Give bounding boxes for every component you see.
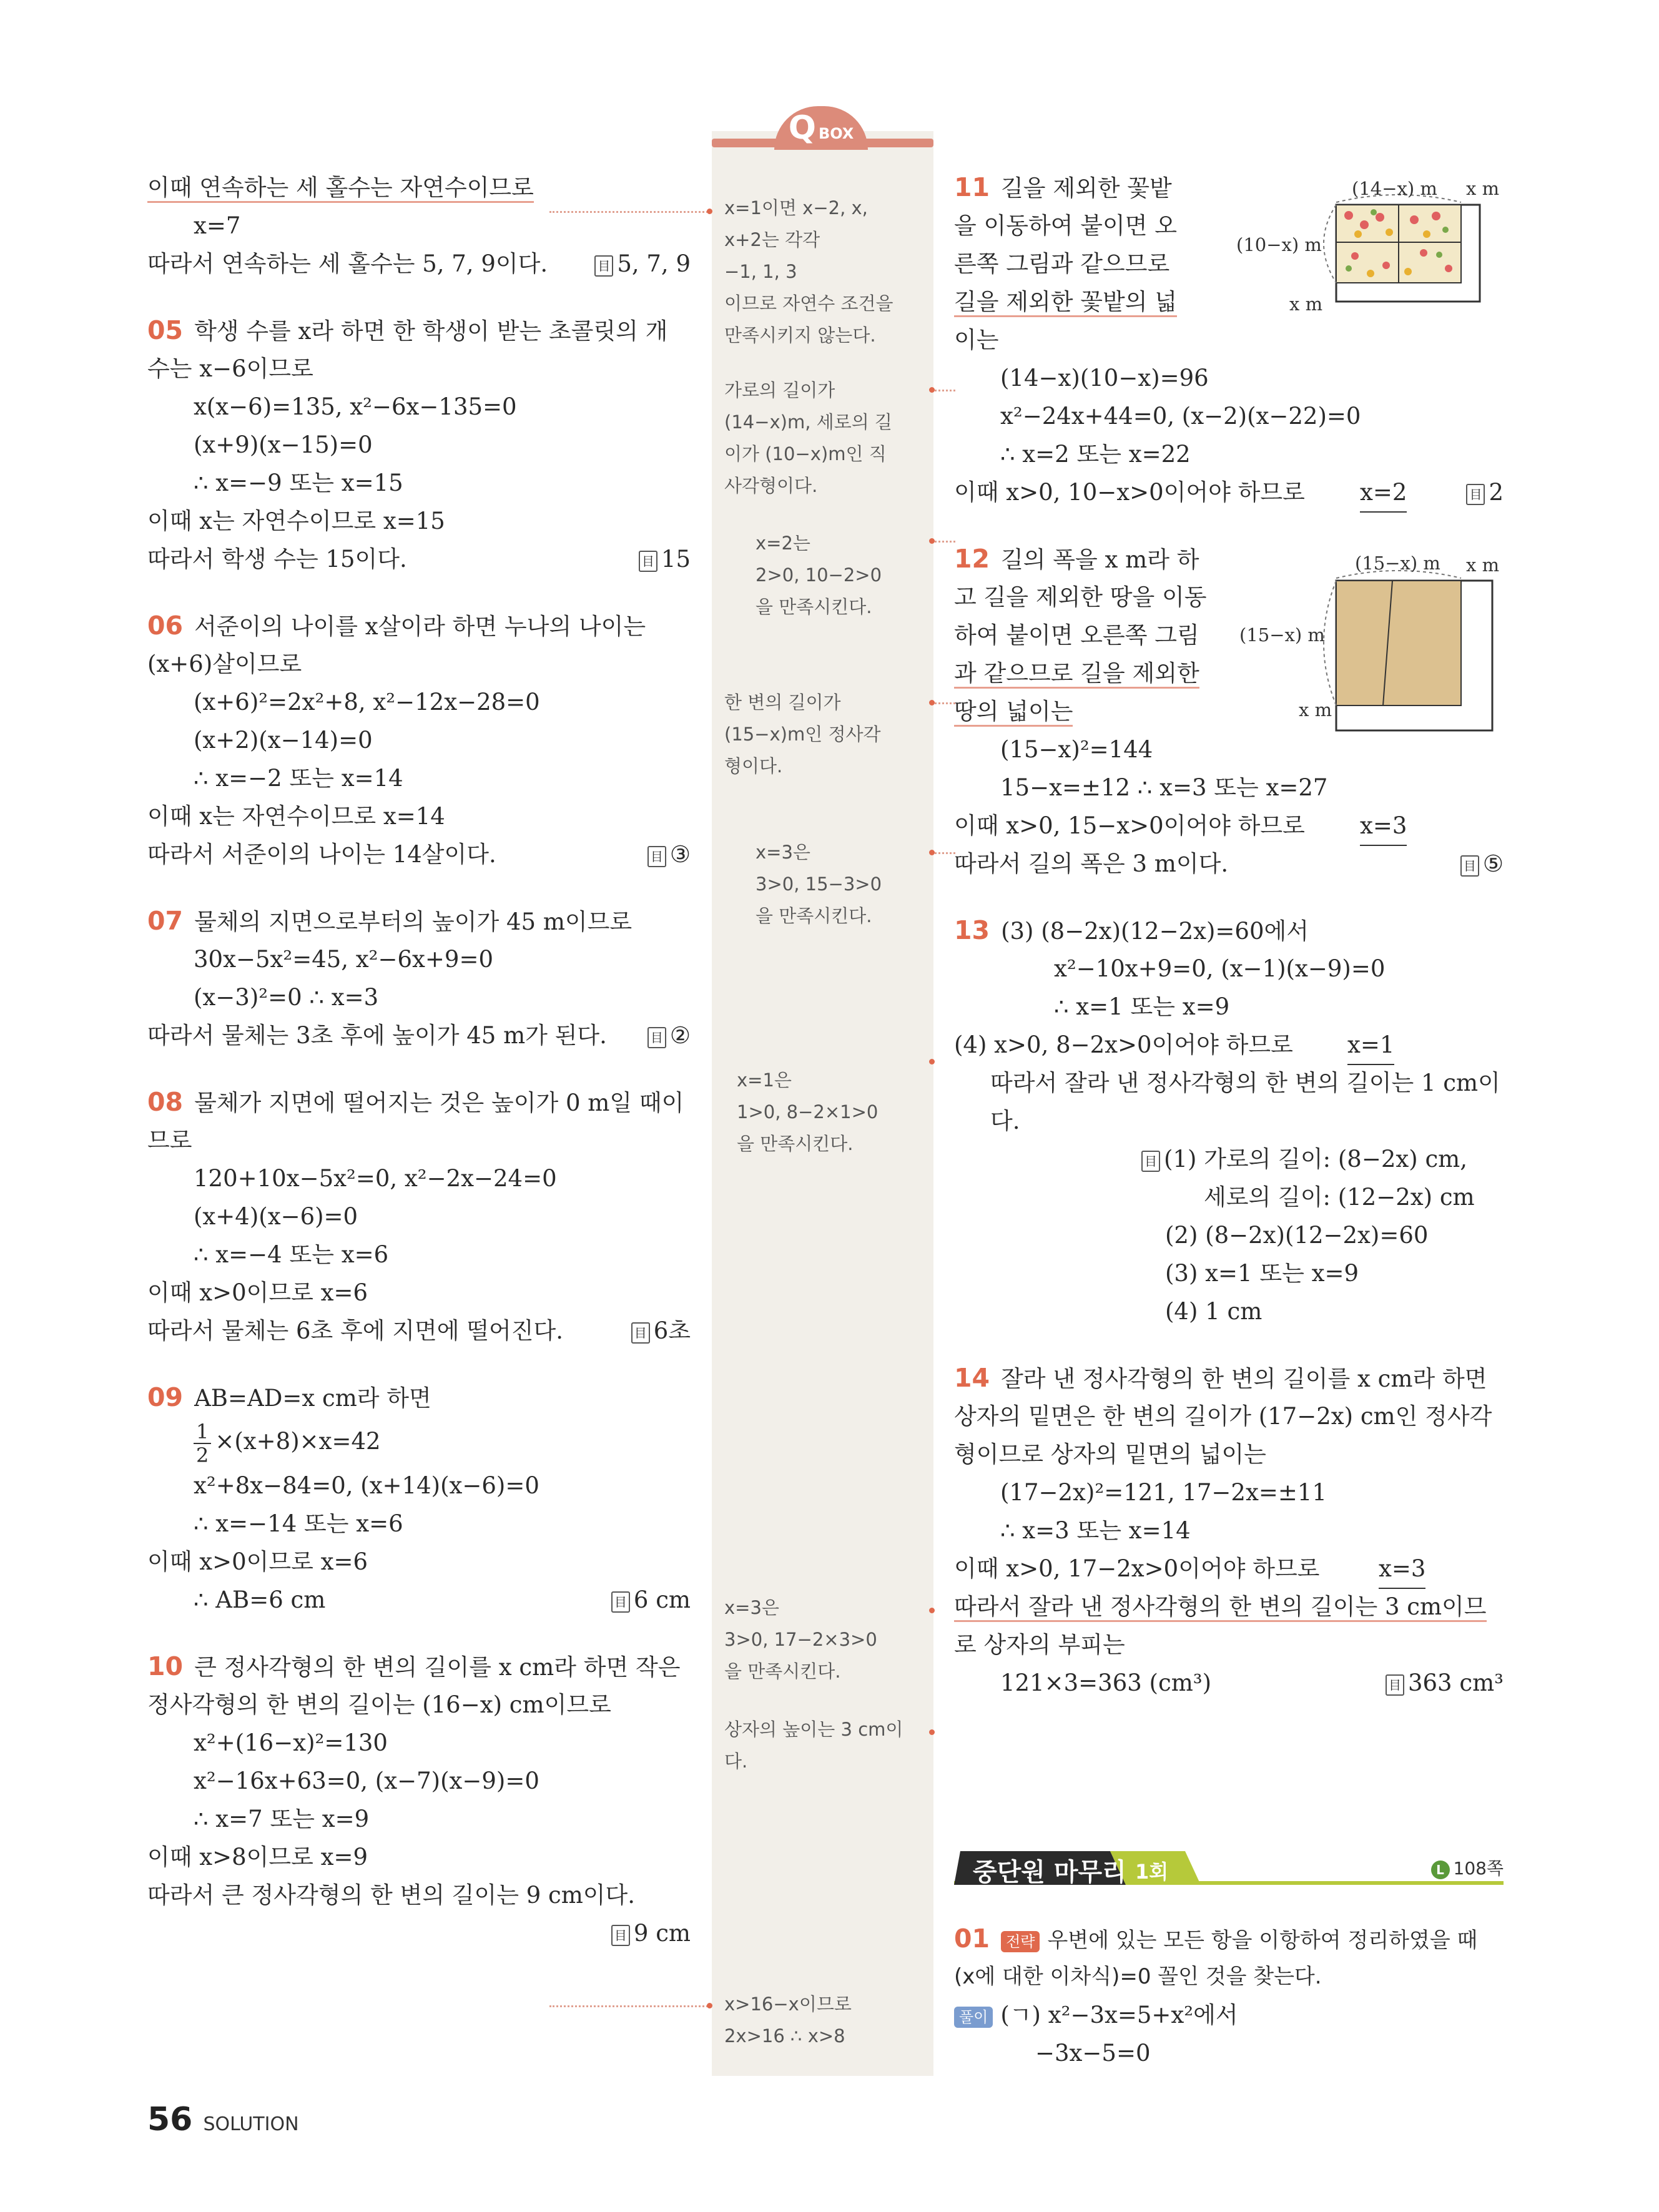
equation: ∴ x=3 또는 x=14 [1000, 1517, 1191, 1544]
answer-icon: 目 [594, 255, 613, 277]
qbox-note: x>16−x이므로 2x>16 ∴ x>8 [724, 1993, 852, 2047]
page-footer [147, 2101, 299, 2138]
leader-dot [929, 387, 935, 393]
equation: x²−10x+9=0, (x−1)(x−9)=0 [1054, 955, 1386, 982]
equation: (x+9)(x−15)=0 [194, 431, 373, 458]
qbox-note: 상자의 높이는 3 cm이 다. [724, 1719, 903, 1772]
answer-icon: 目 [639, 551, 657, 572]
answer: 目 6초 [631, 1312, 691, 1350]
left-column: 이때 연속하는 세 홀수는 자연수이므로 x=7 따라서 연속하는 세 홀수는 5, 7, 9이다. 目 5, 7, 9 05 학생 수를 x라 하면 한 학생이 받는 초콜릿의 개 수는 x−6이므로 x(x−6)=135, x²−6x−135=0 (x+9)(x−15)=0 ∴ x=−9 또는 x=15 이때 x는 자연수이므로 x=15 따라서 학생 수는 15이다. 目 15 06 서준이의 나이를 x살이라 하면 누나의 나이는 (x+6)살이므로 (x+6)²=2x²+8, x²−12x−28=0 (x+2)(x−14)=0 ∴ x=−2 또는 x=14 이때 x는 자연수이므로 x=14 따라서 서준이의 나이는 14살이다. 目 ③ 07 물체의 지면으로부터의 높이가 45 m이므로 30x−5x²=45, x²−6x+9=0 (x−3)²=0 ∴ x=3 따라서 물체는 3초 후에 높이가 45 m가 된다. 目 ② 08 물체가 지면에 떨어지는 것은 높이가 0 m일 때이 므로 120+10x−5x²=0, x²−2x−24=0 (x+4)(x−6)=0 ∴ x=−4 또는 x=6 이때 x>0이므로 x=6 따라서 물체는 6초 후에 지면에 떨어진다. 目 6초 09 AB=AD=x cm라 하면 $\frac{1}{2}$ ×(x+8)×x=42 x²+8x−84=0, (x+14)(x−6)=0 ∴ x=−14 또는 x=6 이때 x>0이므로 x=6 ∴ AB=6 cm 目 6 cm 10 큰 정사각형의 한 변의 길이를 x cm라 하면 작은 정사각형의 한 변의 길이는 (16−x) cm이므로 x²+(16−x)²=130 x²−16x+63=0, (x−7)(x−9)=0 ∴ x=7 또는 x=9 이때 x>8이므로 x=9 따라서 큰 정사각형의 한 변의 길이는 9 cm이다. 目 9 cm [147, 169, 691, 1952]
leader-dot [707, 209, 712, 214]
answer: 目 5, 7, 9 [594, 245, 691, 283]
problem-number: 05 [147, 315, 184, 345]
leader-line [549, 2005, 712, 2007]
qbox-note: 가로의 길이가 (14−x)m, 세로의 길 이가 (10−x)m인 직 사각형이다. [724, 380, 892, 496]
equation: ∴ x=1 또는 x=9 [1054, 993, 1230, 1020]
equation: (14−x)(10−x)=96 [1000, 365, 1209, 391]
qbox-note: x=3은 3>0, 15−3>0 을 만족시킨다. [756, 842, 882, 927]
answer-icon: 目 [1386, 1674, 1404, 1696]
footer-label: SOLUTION [203, 2113, 299, 2135]
page-ref: 108쪽 [1453, 1858, 1504, 1879]
section-title: 중단원 마무리 [973, 1858, 1126, 1887]
answer-icon: 目 [611, 1591, 630, 1613]
problem-number: 13 [954, 915, 990, 945]
road-figure [1236, 549, 1505, 737]
figure-label: x m [1466, 554, 1500, 576]
page-number: 56 [147, 2101, 193, 2138]
page-ref-icon: L [1431, 1861, 1450, 1879]
leader-dot [707, 2003, 712, 2008]
leader-dot [929, 1608, 935, 1613]
problem-number: 08 [147, 1087, 184, 1117]
answer-icon: 目 [647, 1027, 666, 1048]
equation: (x+6)²=2x²+8, x²−12x−28=0 [194, 689, 540, 715]
problem-number: 07 [147, 906, 184, 936]
text-line: 따라서 연속하는 세 홀수는 5, 7, 9이다. [147, 250, 548, 277]
answer-icon: 目 [1466, 484, 1485, 505]
qbox-q: Q [788, 109, 816, 147]
leader-dot [929, 850, 935, 855]
section-round: 1회 [1135, 1860, 1169, 1884]
strategy-tag: 전략 [1001, 1931, 1040, 1952]
right-column: 11 길을 제외한 꽃밭 을 이동하여 붙이면 오 른쪽 그림과 같으므로 길을 제외한 꽃밭의 넓 이는 (14−x)(10−x)=96 x²−24x+44=0, (x−2)(x−22)=0 ∴ x=2 또는 x=22 이때 x>0, 10−x>0이어야 하므로 x=2 目 2 12 길의 폭을 x m라 하 고 길을 제외한 땅을 이동 하여 붙이면 오른쪽 그림 과 같으므로 길을 제외한 땅의 넓이는 (15−x)²=144 15−x=±12 ∴ x=3 또는 x=27 이때 x>0, 15−x>0이어야 하므로 x=3 따라서 길의 폭은 3 m이다. 目 ⑤ 13 (3) (8−2x)(12−2x)=60에서 x²−10x+9=0, (x−1)(x−9)=0 ∴ x=1 또는 x=9 (4) x>0, 8−2x>0이어야 하므로 x=1 따라서 잘라 낸 정사각형의 한 변의 길이는 1 cm이 다. 目 (1) 가로의 길이: (8−2x) cm, 세로의 길이: (12−2x) cm (2) (8−2x)(12−2x)=60 (3) x=1 또는 x=9 (4) 1 cm 14 잘라 낸 정사각형의 한 변의 길이를 x cm라 하면 상자의 밑면은 한 변의 길이가 (17−2x) cm인 정사각 형이므로 상자의 밑면의 넓이는 (17−2x)²=121, 17−2x=±11 ∴ x=3 또는 x=14 이때 x>0, 17−2x>0이어야 하므로 x=3 따라서 잘라 낸 정사각형의 한 변의 길이는 3 cm이므 로 상자의 부피는 121×3=363 (cm³) 目 363 cm³ [954, 169, 1504, 1702]
problem-01: 01 전략 우변에 있는 모든 항을 이항하여 정리하였을 때 (x에 대한 이차식)=0 꼴인 것을 찾는다. 풀이 (ㄱ) x²−3x=5+x²에서 −3x−5=0 [954, 1920, 1504, 2072]
problem-number: 11 [954, 172, 990, 202]
equation: (x+4)(x−6)=0 [194, 1203, 358, 1230]
problem-number: 12 [954, 544, 990, 574]
figure-label: (10−x) m [1236, 234, 1322, 255]
problem-number: 14 [954, 1363, 990, 1393]
problem-number: 09 [147, 1382, 184, 1412]
answer-icon: 目 [647, 846, 666, 867]
solution-tag: 풀이 [954, 2007, 993, 2028]
problem-number: 01 [954, 1924, 990, 1954]
answer: 目 ② [647, 1016, 691, 1054]
answer-icon: 目 [631, 1322, 650, 1344]
flowerbed-figure [1236, 175, 1505, 325]
equation: ∴ x=−2 또는 x=14 [194, 765, 403, 792]
problem-number: 06 [147, 611, 184, 641]
answer: 目 9 cm [611, 1914, 691, 1952]
equation: x²−16x+63=0, (x−7)(x−9)=0 [194, 1767, 539, 1794]
answer-icon: 目 [1141, 1151, 1160, 1172]
qbox-box: BOX [818, 125, 854, 142]
equation: ∴ x=−4 또는 x=6 [194, 1241, 389, 1268]
equation: x=7 [194, 212, 241, 239]
answer: 目 2 [1466, 473, 1504, 511]
equation: x²+8x−84=0, (x+14)(x−6)=0 [194, 1472, 539, 1499]
figure-label: x m [1289, 293, 1323, 315]
answer: 目 ③ [647, 835, 691, 873]
qbox-note: x=3은 3>0, 17−2×3>0 을 만족시킨다. [724, 1597, 877, 1682]
problem-number: 10 [147, 1651, 184, 1681]
equation: 120+10x−5x²=0, x²−2x−24=0 [194, 1165, 557, 1192]
fraction: $\frac{1}{2}$ [194, 1420, 211, 1467]
equation: ∴ x=2 또는 x=22 [1000, 441, 1191, 468]
qbox-note: x=1은 1>0, 8−2×1>0 을 만족시킨다. [737, 1069, 879, 1154]
leader-line [549, 211, 712, 213]
answer-icon: 目 [611, 1925, 630, 1946]
equation: (x−3)²=0 ∴ x=3 [194, 984, 379, 1011]
answer: 目 ⑤ [1460, 845, 1504, 883]
answer: 目 6 cm [611, 1581, 691, 1619]
answer: 目 15 [639, 540, 691, 578]
qbox-note: x=2는 2>0, 10−2>0 을 만족시킨다. [756, 533, 882, 617]
answer-icon: 目 [1460, 855, 1479, 877]
equation: 30x−5x²=45, x²−6x+9=0 [194, 946, 493, 973]
figure-label: (15−x) m [1239, 624, 1325, 646]
qbox-note: x=1이면 x−2, x, x+2는 각각 −1, 1, 3 이므로 자연수 조건을 만족시키지 않는다. [724, 197, 893, 346]
equation: x(x−6)=135, x²−6x−135=0 [194, 393, 517, 420]
qbox-note: 한 변의 길이가 (15−x)m인 정사각 형이다. [724, 692, 881, 777]
equation: −3x−5=0 [1035, 2040, 1151, 2067]
figure-label: x m [1466, 178, 1500, 199]
text-line: 이때 연속하는 세 홀수는 자연수이므로 [147, 174, 534, 203]
equation: ∴ x=−9 또는 x=15 [194, 469, 403, 496]
leader-dot [929, 700, 935, 705]
equation: x²−24x+44=0, (x−2)(x−22)=0 [1000, 403, 1361, 430]
figure-label: (15−x) m [1355, 553, 1440, 574]
equation: (x+2)(x−14)=0 [194, 727, 373, 754]
leader-dot [929, 538, 935, 544]
leader-dot [929, 1059, 935, 1064]
equation: 15−x=±12 ∴ x=3 또는 x=27 [1000, 774, 1328, 801]
equation: (17−2x)²=121, 17−2x=±11 [1000, 1479, 1327, 1506]
qbox-header [712, 106, 933, 150]
equation: ∴ x=7 또는 x=9 [194, 1806, 370, 1832]
equation: (15−x)²=144 [1000, 736, 1153, 763]
equation: x²+(16−x)²=130 [194, 1729, 388, 1756]
figure-label: (14−x) m [1352, 178, 1437, 199]
equation: ∴ x=−14 또는 x=6 [194, 1510, 403, 1537]
section-header [954, 1845, 1504, 1895]
leader-dot [929, 1729, 935, 1735]
answer: 目 363 cm³ [1386, 1664, 1504, 1702]
figure-label: x m [1299, 699, 1332, 720]
